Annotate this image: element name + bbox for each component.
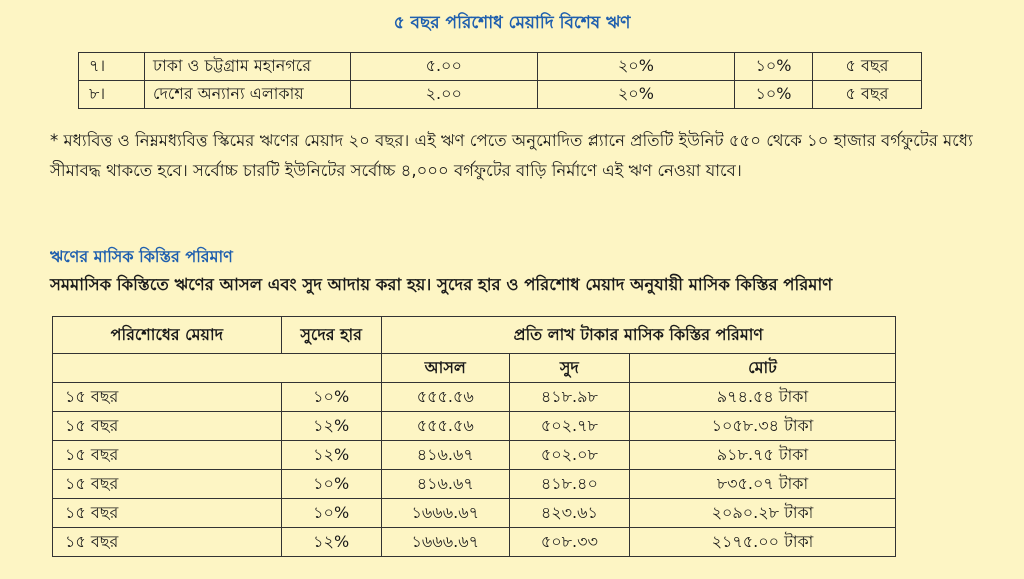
principal-cell: ১৬৬৬.৬৭	[381, 499, 509, 528]
installment-table	[52, 316, 896, 557]
table-row	[79, 81, 922, 109]
total-cell: ২১৭৫.০০ টাকা	[629, 528, 895, 557]
rate-cell: ১০%	[281, 383, 381, 412]
area-cell: ঢাকা ও চট্টগ্রাম মহানগরে	[145, 53, 351, 81]
blank-cell	[53, 354, 282, 383]
term-cell: ১৫ বছর	[53, 499, 282, 528]
interest-cell: ৪১৮.৪০	[509, 470, 629, 499]
table-row	[53, 470, 896, 499]
header-per-lakh: প্রতি লাখ টাকার মাসিক কিস্তির পরিমাণ	[381, 317, 895, 354]
area-cell: দেশের অন্যান্য এলাকায়	[145, 81, 351, 109]
amount-cell: ২.০০	[350, 81, 537, 109]
section-heading: ঋণের মাসিক কিস্তির পরিমাণ	[50, 247, 233, 266]
loan-table	[78, 52, 922, 109]
header-term: পরিশোধের মেয়াদ	[53, 317, 282, 354]
rate-cell: ১০%	[281, 470, 381, 499]
term-cell: ১৫ বছর	[53, 383, 282, 412]
rate-cell: ১০%	[281, 499, 381, 528]
table-row	[53, 412, 896, 441]
total-cell: ৮৩৫.০৭ টাকা	[629, 470, 895, 499]
rate-cell: ১২%	[281, 441, 381, 470]
serial-cell: ৮।	[79, 81, 145, 109]
blank-cell	[281, 354, 381, 383]
principal-cell: ১৬৬৬.৬৭	[381, 528, 509, 557]
rate-cell: ১০%	[734, 53, 812, 81]
header-principal: আসল	[381, 354, 509, 383]
term-cell: ১৫ বছর	[53, 412, 282, 441]
total-cell: ৯৭৪.৫৪ টাকা	[629, 383, 895, 412]
interest-cell: ৪১৮.৯৮	[509, 383, 629, 412]
term-cell: ১৫ বছর	[53, 470, 282, 499]
rate-cell: ২০%	[537, 81, 734, 109]
interest-cell: ৫০২.৭৮	[509, 412, 629, 441]
table-row	[53, 383, 896, 412]
header-interest: সুদ	[509, 354, 629, 383]
table-row	[53, 441, 896, 470]
interest-cell: ৪২৩.৬১	[509, 499, 629, 528]
subheader-row	[53, 354, 896, 383]
term-cell: ১৫ বছর	[53, 528, 282, 557]
principal-cell: ৪১৬.৬৭	[381, 441, 509, 470]
total-cell: ৯১৮.৭৫ টাকা	[629, 441, 895, 470]
table-row	[53, 499, 896, 528]
principal-cell: ৫৫৫.৫৬	[381, 383, 509, 412]
term-cell: ৫ বছর	[812, 81, 921, 109]
total-cell: ২০৯০.২৮ টাকা	[629, 499, 895, 528]
interest-cell: ৫০৮.৩৩	[509, 528, 629, 557]
table-row	[79, 53, 922, 81]
principal-cell: ৫৫৫.৫৬	[381, 412, 509, 441]
serial-cell: ৭।	[79, 53, 145, 81]
rate-cell: ২০%	[537, 53, 734, 81]
total-cell: ১০৫৮.৩৪ টাকা	[629, 412, 895, 441]
interest-cell: ৫০২.০৮	[509, 441, 629, 470]
page-title: ৫ বছর পরিশোধ মেয়াদি বিশেষ ঋণ	[393, 13, 631, 33]
note-paragraph: * মধ্যবিত্ত ও নিম্নমধ্যবিত্ত স্কিমের ঋণের মেয়াদ ২০ বছর। এই ঋণ পেতে অনুমোদিত প্ল্যানে প্রতিটি ইউনিট ৫৫০ থেকে ১০ হাজার বর্গফুটের মধ্যে সীমাবদ্ধ থাকতে হবে। সর্বোচ্চ চারটি ইউনিটের সর্বোচ্চ ৪,০০০ বর্গফুটের বাড়ি নির্মাণে এই ঋণ নেওয়া যাবে।	[50, 131, 973, 180]
header-total: মোট	[629, 354, 895, 383]
rate-cell: ১২%	[281, 412, 381, 441]
principal-cell: ৪১৬.৬৭	[381, 470, 509, 499]
table-row	[53, 528, 896, 557]
amount-cell: ৫.০০	[350, 53, 537, 81]
header-rate: সুদের হার	[281, 317, 381, 354]
section-description: সমমাসিক কিস্তিতে ঋণের আসল এবং সুদ আদায় করা হয়। সুদের হার ও পরিশোধ মেয়াদ অনুযায়ী মাসিক কিস্তির পরিমাণ	[50, 275, 833, 294]
term-cell: ১৫ বছর	[53, 441, 282, 470]
header-row	[53, 317, 896, 354]
term-cell: ৫ বছর	[812, 53, 921, 81]
rate-cell: ১২%	[281, 528, 381, 557]
rate-cell: ১০%	[734, 81, 812, 109]
